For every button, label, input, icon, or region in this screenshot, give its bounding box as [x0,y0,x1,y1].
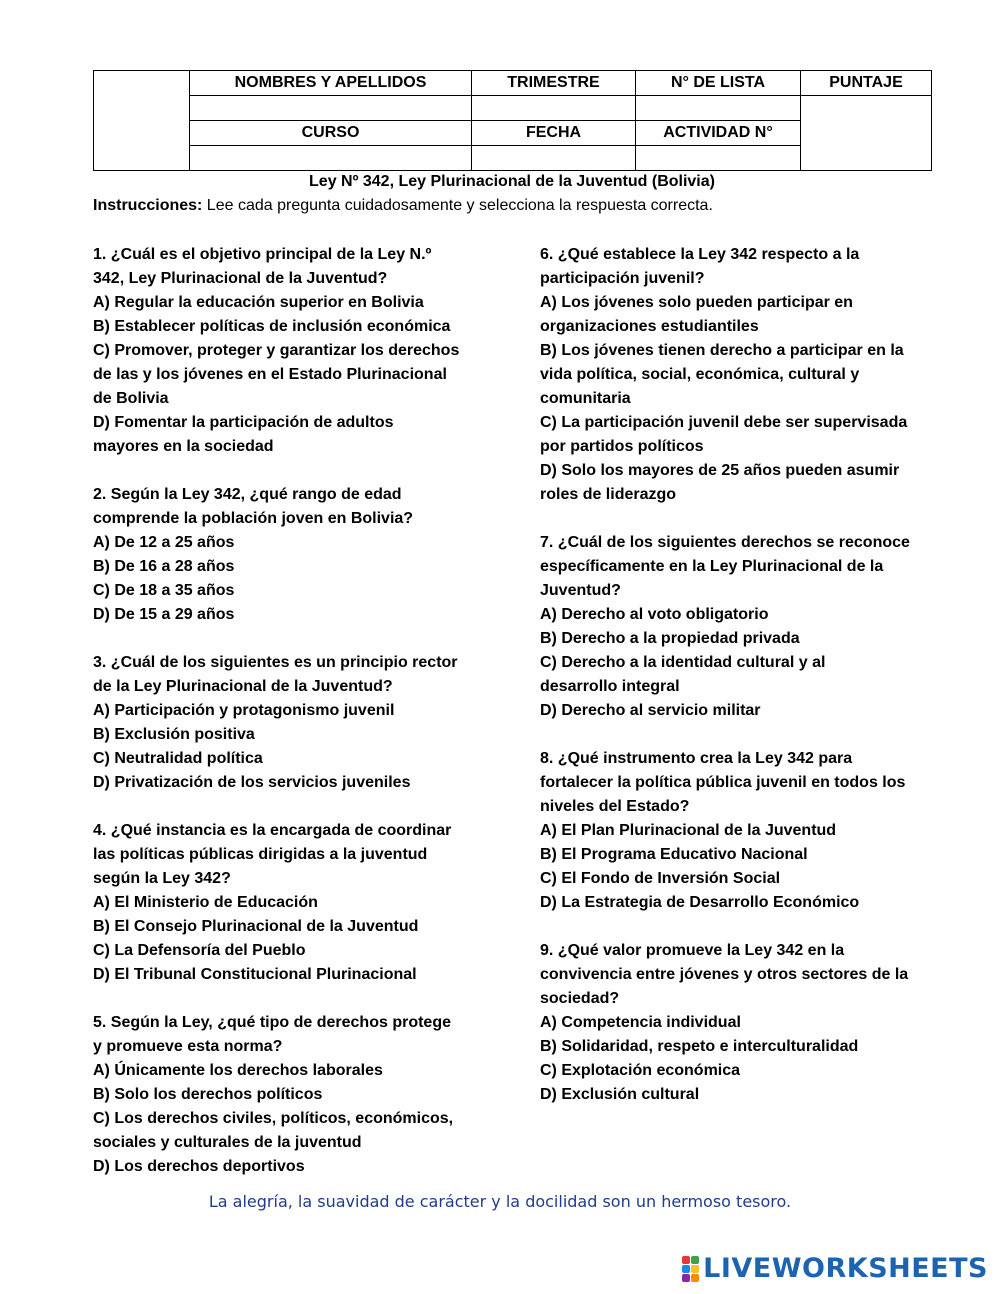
question-block [540,243,935,507]
curso-field[interactable] [190,146,472,171]
answer-option[interactable]: A) Participación y protagonismo juvenil [93,702,395,719]
question-text: 7. ¿Cuál de los siguientes derechos se reconoce [540,534,910,551]
nombres-field[interactable] [190,96,472,121]
header-trimestre: TRIMESTRE [472,71,636,96]
question-text: niveles del Estado? [540,798,690,815]
answer-option[interactable]: D) Exclusión cultural [540,1086,700,1103]
questions-right-column [540,243,935,1131]
answer-option[interactable]: comunitaria [540,390,631,407]
answer-option[interactable]: C) Explotación económica [540,1062,741,1079]
question-text: fortalecer la política pública juvenil en todos los [540,774,906,791]
answer-option[interactable]: de Bolivia [93,390,169,407]
answer-option[interactable]: D) Fomentar la participación de adultos [93,414,394,431]
question-text: 5. Según la Ley, ¿qué tipo de derechos protege [93,1014,451,1031]
question-text: 3. ¿Cuál de los siguientes es un principio rector [93,654,458,671]
answer-option[interactable]: B) De 16 a 28 años [93,558,235,575]
question-text: específicamente en la Ley Plurinacional de la [540,558,884,575]
answer-option[interactable]: C) Neutralidad política [93,750,263,767]
answer-option[interactable]: roles de liderazgo [540,486,677,503]
question-text: y promueve esta norma? [93,1038,283,1055]
question-text: 342, Ley Plurinacional de la Juventud? [93,270,388,287]
answer-option[interactable]: B) Solidaridad, respeto e interculturalidad [540,1038,859,1055]
logo-square [682,1274,690,1282]
answer-option[interactable]: D) El Tribunal Constitucional Plurinacional [93,966,417,983]
answer-option[interactable]: D) La Estrategia de Desarrollo Económico [540,894,860,911]
answer-option[interactable]: C) De 18 a 35 años [93,582,235,599]
questions-left-column [93,243,488,1203]
logo-square [691,1274,699,1282]
question-block [93,243,488,459]
question-text: 4. ¿Qué instancia es la encargada de coordinar [93,822,452,839]
answer-option[interactable]: vida política, social, económica, cultural y [540,366,860,383]
question-block [93,1011,488,1179]
answer-option[interactable]: de las y los jóvenes en el Estado Plurinacional [93,366,447,383]
header-curso: CURSO [190,121,472,146]
answer-option[interactable]: C) El Fondo de Inversión Social [540,870,781,887]
answer-option[interactable]: A) El Ministerio de Educación [93,894,318,911]
question-text: según la Ley 342? [93,870,231,887]
answer-option[interactable]: D) Derecho al servicio militar [540,702,761,719]
question-text: Juventud? [540,582,621,599]
answer-option[interactable]: B) Derecho a la propiedad privada [540,630,800,647]
question-text: comprende la población joven en Bolivia? [93,510,414,527]
header-actividad: ACTIVIDAD N° [636,121,801,146]
answer-option[interactable]: C) Derecho a la identidad cultural y al [540,654,826,671]
answer-option[interactable]: D) Privatización de los servicios juveniles [93,774,411,791]
question-block [540,531,935,723]
question-text: 2. Según la Ley 342, ¿qué rango de edad [93,486,402,503]
answer-option[interactable]: D) Los derechos deportivos [93,1158,305,1175]
worksheet-title: Ley Nº 342, Ley Plurinacional de la Juventud (Bolivia) [309,173,715,190]
answer-option[interactable]: D) Solo los mayores de 25 años pueden asumir [540,462,900,479]
question-text: convivencia entre jóvenes y otros sectores de la [540,966,909,983]
answer-option[interactable]: sociales y culturales de la juventud [93,1134,362,1151]
answer-option[interactable]: B) Los jóvenes tienen derecho a participar en la [540,342,904,359]
liveworksheets-logo [682,1253,988,1284]
question-text: 9. ¿Qué valor promueve la Ley 342 en la [540,942,845,959]
question-text: participación juvenil? [540,270,705,287]
answer-option[interactable]: B) Solo los derechos políticos [93,1086,323,1103]
answer-option[interactable]: C) Promover, proteger y garantizar los derechos [93,342,460,359]
answer-option[interactable]: desarrollo integral [540,678,680,695]
student-info-table [93,70,932,171]
answer-option[interactable]: B) El Programa Educativo Nacional [540,846,808,863]
logo-square [691,1265,699,1273]
question-block [540,939,935,1107]
question-text: de la Ley Plurinacional de la Juventud? [93,678,393,695]
answer-option[interactable]: C) La participación juvenil debe ser supervisada [540,414,908,431]
answer-option[interactable]: B) Exclusión positiva [93,726,255,743]
answer-option[interactable]: C) La Defensoría del Pueblo [93,942,306,959]
answer-option[interactable]: A) De 12 a 25 años [93,534,235,551]
header-lista: N° DE LISTA [636,71,801,96]
answer-option[interactable]: D) De 15 a 29 años [93,606,235,623]
answer-option[interactable]: mayores en la sociedad [93,438,274,455]
logo-square [691,1256,699,1264]
instructions-label: Instrucciones: [93,197,203,214]
question-text: 8. ¿Qué instrumento crea la Ley 342 para [540,750,853,767]
answer-option[interactable]: por partidos políticos [540,438,704,455]
answer-option[interactable]: A) Los jóvenes solo pueden participar en [540,294,853,311]
logo-cell [94,71,190,171]
answer-option[interactable]: A) Regular la educación superior en Bolivia [93,294,424,311]
answer-option[interactable]: A) El Plan Plurinacional de la Juventud [540,822,837,839]
answer-option[interactable]: organizaciones estudiantiles [540,318,759,335]
header-fecha: FECHA [472,121,636,146]
trimestre-field[interactable] [472,96,636,121]
fecha-field[interactable] [472,146,636,171]
header-puntaje: PUNTAJE [801,71,932,96]
question-text: las políticas públicas dirigidas a la juventud [93,846,428,863]
answer-option[interactable]: A) Derecho al voto obligatorio [540,606,769,623]
answer-option[interactable]: A) Competencia individual [540,1014,741,1031]
question-text: 1. ¿Cuál es el objetivo principal de la Ley N.º [93,246,432,263]
instructions [93,196,931,216]
answer-option[interactable]: B) El Consejo Plurinacional de la Juventud [93,918,419,935]
question-block [93,819,488,987]
header-nombres: NOMBRES Y APELLIDOS [190,71,472,96]
actividad-field[interactable] [636,146,801,171]
question-text: 6. ¿Qué establece la Ley 342 respecto a la [540,246,860,263]
logo-square [682,1256,690,1264]
instructions-text: Lee cada pregunta cuidadosamente y selecciona la respuesta correcta. [202,197,713,214]
question-block [93,651,488,795]
logo-square [682,1265,690,1273]
answer-option[interactable]: B) Establecer políticas de inclusión económica [93,318,451,335]
answer-option[interactable]: A) Únicamente los derechos laborales [93,1062,383,1079]
lista-field[interactable] [636,96,801,121]
answer-option[interactable]: C) Los derechos civiles, políticos, económicos, [93,1110,454,1127]
liveworksheets-icon [682,1256,699,1282]
puntaje-field[interactable] [801,96,932,171]
liveworksheets-brand-text: LIVEWORKSHEETS [703,1253,988,1284]
question-text: sociedad? [540,990,620,1007]
question-block [93,483,488,627]
motto: La alegría, la suavidad de carácter y la docilidad son un hermoso tesoro. [208,1192,792,1211]
question-block [540,747,935,915]
